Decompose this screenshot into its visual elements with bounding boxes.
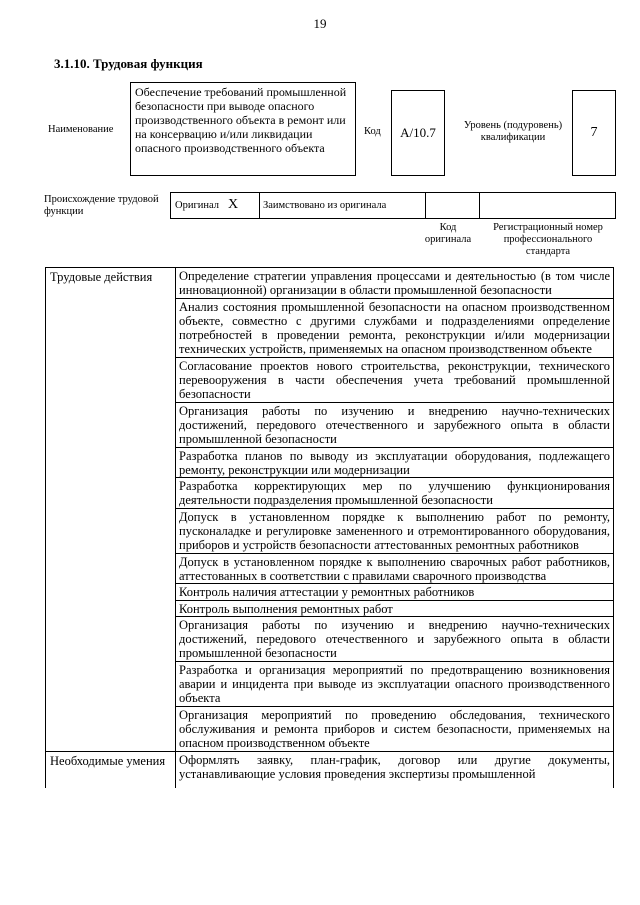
skills-cell xyxy=(176,751,614,788)
original-mark: X xyxy=(228,197,239,212)
list-item: Контроль выполнения ремонтных работ xyxy=(176,601,613,617)
divider xyxy=(425,193,426,218)
labor-actions-row xyxy=(46,268,614,752)
origin-label: Происхождение трудовой функции xyxy=(44,194,159,217)
labor-actions-label: Трудовые действия xyxy=(46,268,176,752)
skills-label: Необходимые умения xyxy=(46,751,176,788)
skills-row xyxy=(46,751,614,788)
divider xyxy=(479,193,480,218)
level-label: Уровень (подуровень) квалификации xyxy=(463,120,563,143)
list-item: Разработка планов по выводу из эксплуатации оборудования, подлежащего ремонту, реконструкции или модернизации xyxy=(176,448,613,479)
function-name-value: Обеспечение требований промышленной безопасности при выводе опасного производственного объекта в ремонт или на консервацию и/или ликвидации опасного производственного объекта xyxy=(135,85,347,155)
list-item: Контроль наличия аттестации у ремонтных работников xyxy=(176,584,613,600)
code-original-label: Код оригинала xyxy=(424,222,472,245)
original-cell xyxy=(171,193,260,218)
origin-row xyxy=(170,192,616,219)
code-label: Код xyxy=(364,126,381,137)
list-item: Допуск в установленном порядке к выполнению сварочных работ работников, аттестованных в соответствии с правилами сварочного производства xyxy=(176,554,613,585)
list-item: Разработка корректирующих мер по улучшению функционирования деятельности подразделения промышленной безопасности xyxy=(176,478,613,509)
name-label: Наименование xyxy=(48,124,114,135)
list-item: Организация работы по изучению и внедрению научно-технических достижений, передового отечественного и зарубежного опыта в области промышленной безопасности xyxy=(176,617,613,662)
code-value: А/10.7 xyxy=(400,125,436,140)
list-item: Допуск в установленном порядке к выполнению работ по ремонту, пусконаладке и регулировке замененного и отремонтированного оборудования, приборов и устройств безопасности аттестованных ремонтных работников xyxy=(176,509,613,554)
labor-actions-cell xyxy=(176,268,614,752)
list-item: Организация мероприятий по проведению обследования, технического обслуживания и ремонта приборов и систем безопасности, применяемых на опасном производственном объекте xyxy=(179,707,610,751)
reg-number-label: Регистрационный номер профессионального стандарта xyxy=(493,222,603,257)
function-name-box xyxy=(130,82,356,176)
level-value: 7 xyxy=(590,125,598,140)
list-item: Оформлять заявку, план-график, договор или другие документы, устанавливающие условия проведения экспертизы промышленной xyxy=(179,752,610,781)
list-item: Организация работы по изучению и внедрению научно-технических достижений, передового отечественного и зарубежного опыта в области промышленной безопасности xyxy=(176,403,613,448)
labor-function-table xyxy=(45,267,614,788)
original-label: Оригинал xyxy=(175,200,219,211)
borrowed-label: Заимствовано из оригинала xyxy=(263,200,387,211)
code-box xyxy=(391,90,445,176)
page-number: 19 xyxy=(313,16,327,31)
level-box xyxy=(572,90,616,176)
list-item: Анализ состояния промышленной безопасности на опасном производственном объекте, совместно с другими службами и подразделениями определение потребностей в проведении ремонта, реконструкции и/или модернизации технических устройств, применяемых на опасном производственном объекте xyxy=(176,299,613,358)
list-item: Согласование проектов нового строительства, реконструкции, технического перевооружения в части обеспечения учета требований промышленной безопасности xyxy=(176,358,613,403)
section-title: 3.1.10. Трудовая функция xyxy=(54,56,203,71)
list-item: Разработка и организация мероприятий по предотвращению возникновения аварии и инцидента при выводе из эксплуатации опасного производственного объекта xyxy=(176,662,613,707)
list-item: Определение стратегии управления процессами и деятельностью (в том числе инновационной) организации в области промышленной безопасности xyxy=(176,268,613,299)
